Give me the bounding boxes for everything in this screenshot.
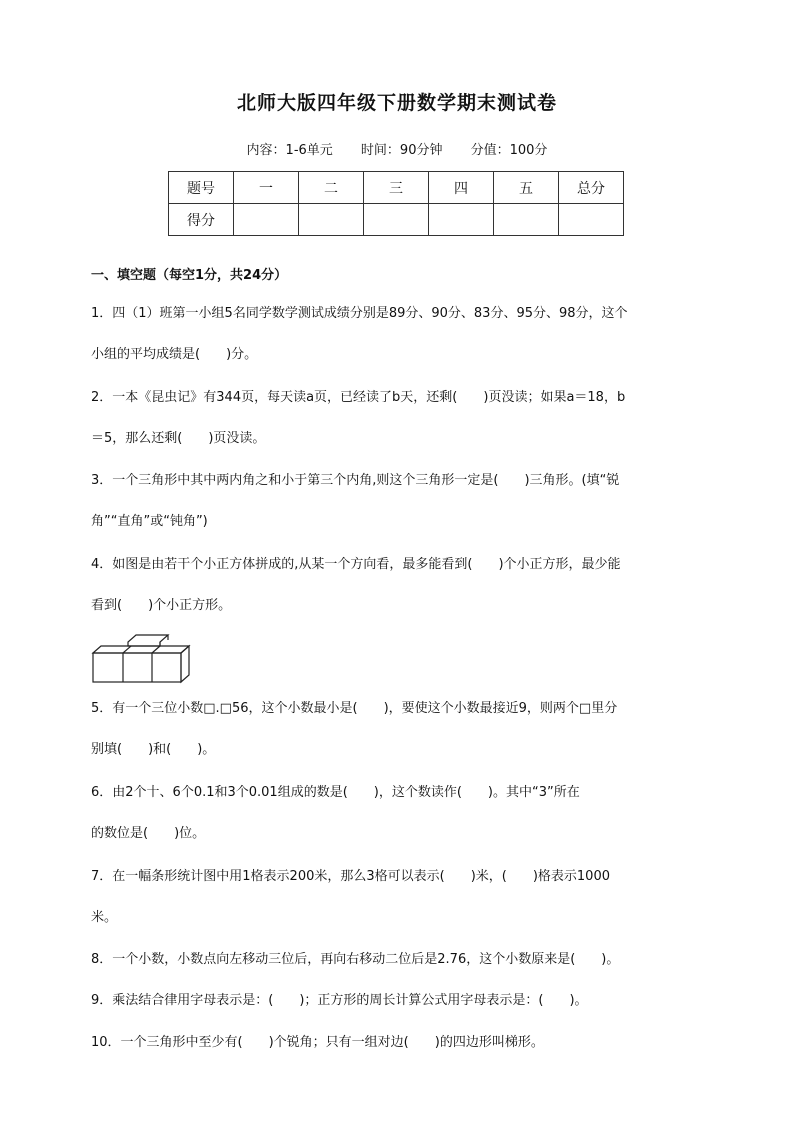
meta-score: 分值：100分 xyxy=(470,143,548,158)
score-cell[interactable] xyxy=(364,204,429,236)
header-cell: 二 xyxy=(299,172,364,204)
question-8: 8．一个小数，小数点向左移动三位后，再向右移动二位后是2.76，这个小数原来是( )。 xyxy=(91,952,620,967)
question-6-line-2: 的数位是( )位。 xyxy=(91,826,206,841)
question-7-line-1: 7．在一幅条形统计图中用1格表示200米，那么3格可以表示( )米，( )格表示1000 xyxy=(91,869,610,884)
row-label: 得分 xyxy=(169,204,234,236)
header-cell: 总分 xyxy=(559,172,624,204)
header-cell: 题号 xyxy=(169,172,234,204)
question-1-line-1: 1．四（1）班第一小组5名同学数学测试成绩分别是89分、90分、83分、95分、98分，这个 xyxy=(91,306,628,321)
header-cell: 一 xyxy=(234,172,299,204)
bottom-row-front xyxy=(93,653,181,682)
question-9: 9．乘法结合律用字母表示是：( )；正方形的周长计算公式用字母表示是：( )。 xyxy=(91,993,588,1008)
header-cell: 四 xyxy=(429,172,494,204)
score-table-header-row xyxy=(169,172,624,204)
question-4-line-2: 看到( )个小正方形。 xyxy=(91,598,232,613)
bottom-row-side xyxy=(181,646,189,682)
score-table-score-row xyxy=(169,204,624,236)
top-cube xyxy=(128,635,168,646)
question-2-line-2: ＝5，那么还剩( )页没读。 xyxy=(91,431,266,446)
meta-content: 内容：1-6单元 xyxy=(246,143,333,158)
score-cell[interactable] xyxy=(559,204,624,236)
score-cell[interactable] xyxy=(494,204,559,236)
section-heading: 一、填空题（每空1分，共24分） xyxy=(91,268,288,283)
header-cell: 三 xyxy=(364,172,429,204)
question-10: 10．一个三角形中至少有( )个锐角；只有一组对边( )的四边形叫梯形。 xyxy=(91,1035,544,1050)
question-7-line-2: 米。 xyxy=(91,910,118,925)
score-cell[interactable] xyxy=(234,204,299,236)
question-5-line-2: 别填( )和( )。 xyxy=(91,742,216,757)
question-3-line-2: 角”“直角”或“钝角”) xyxy=(91,514,208,529)
question-6-line-1: 6．由2个十、6个0.1和3个0.01组成的数是( )，这个数读作( )。其中“3”所在 xyxy=(91,785,580,800)
question-3-line-1: 3．一个三角形中其中两内角之和小于第三个内角,则这个三角形一定是( )三角形。(填“锐 xyxy=(91,473,620,488)
score-cell[interactable] xyxy=(429,204,494,236)
question-1-line-2: 小组的平均成绩是( )分。 xyxy=(91,347,258,362)
cube-drawing xyxy=(93,635,189,682)
meta-time: 时间：90分钟 xyxy=(360,143,443,158)
question-4-line-1: 4．如图是由若干个小正方体拼成的,从某一个方向看，最多能看到( )个小正方形，最少能 xyxy=(91,557,621,572)
page-title: 北师大版四年级下册数学期末测试卷 xyxy=(236,92,557,114)
cube-stack-figure xyxy=(91,632,195,684)
score-table xyxy=(168,171,624,236)
bottom-row-top xyxy=(93,646,189,653)
score-cell[interactable] xyxy=(299,204,364,236)
header-cell: 五 xyxy=(494,172,559,204)
question-2-line-1: 2．一本《昆虫记》有344页，每天读a页，已经读了b天，还剩( )页没读；如果a＝18，b xyxy=(91,390,626,405)
exam-meta xyxy=(0,139,794,158)
question-5-line-1: 5．有一个三位小数□.□56，这个小数最小是( )，要使这个小数最接近9，则两个□里分 xyxy=(91,701,618,716)
